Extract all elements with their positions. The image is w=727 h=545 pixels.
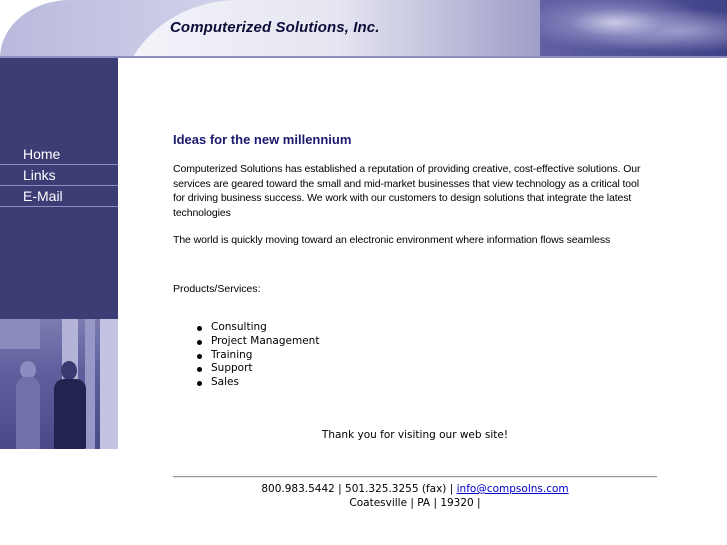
- footer-contact-line: [173, 482, 657, 496]
- business-people-photo: [0, 319, 118, 449]
- thanks-message: Thank you for visiting our web site!: [321, 429, 509, 441]
- list-item: Project Management: [196, 335, 319, 349]
- list-item: Consulting: [196, 321, 319, 335]
- list-item: Support: [196, 362, 319, 376]
- services-list: [196, 321, 319, 390]
- photo-column: [85, 319, 95, 449]
- sidebar-nav: [0, 144, 118, 207]
- photo-building: [0, 319, 40, 349]
- second-paragraph: The world is quickly moving toward an electronic environment where information flows seamless: [173, 234, 611, 246]
- email-link[interactable]: info@compsolns.com: [456, 483, 569, 495]
- nav-item-home[interactable]: Home: [0, 144, 118, 165]
- products-label: Products/Services:: [173, 283, 261, 295]
- footer-divider: [173, 476, 657, 478]
- photo-person: [16, 377, 40, 449]
- header-banner: [0, 0, 727, 58]
- photo-column: [100, 319, 118, 449]
- list-item: Training: [196, 349, 319, 363]
- sidebar: [0, 58, 118, 319]
- company-name: Computerized Solutions, Inc.: [170, 19, 380, 36]
- intro-paragraph: Computerized Solutions has established a reputation of providing creative, cost-effective solutions. Our services are geared toward the small and mid-market businesses that view technology as a critical tool for driving business success. We work with our customers to design solutions that integrate the latest technologies: [173, 163, 641, 219]
- photo-person-head: [61, 361, 77, 380]
- handshake-image: [540, 0, 727, 56]
- footer-address: Coatesville | PA | 19320 |: [349, 497, 481, 509]
- nav-item-links[interactable]: Links: [0, 165, 118, 186]
- nav-item-email[interactable]: E-Mail: [0, 186, 118, 207]
- list-item: Sales: [196, 376, 319, 390]
- page-headline: Ideas for the new millennium: [173, 132, 352, 147]
- footer: [173, 482, 657, 510]
- footer-phones: 800.983.5442 | 501.325.3255 (fax) |: [261, 483, 454, 495]
- photo-person: [54, 379, 86, 449]
